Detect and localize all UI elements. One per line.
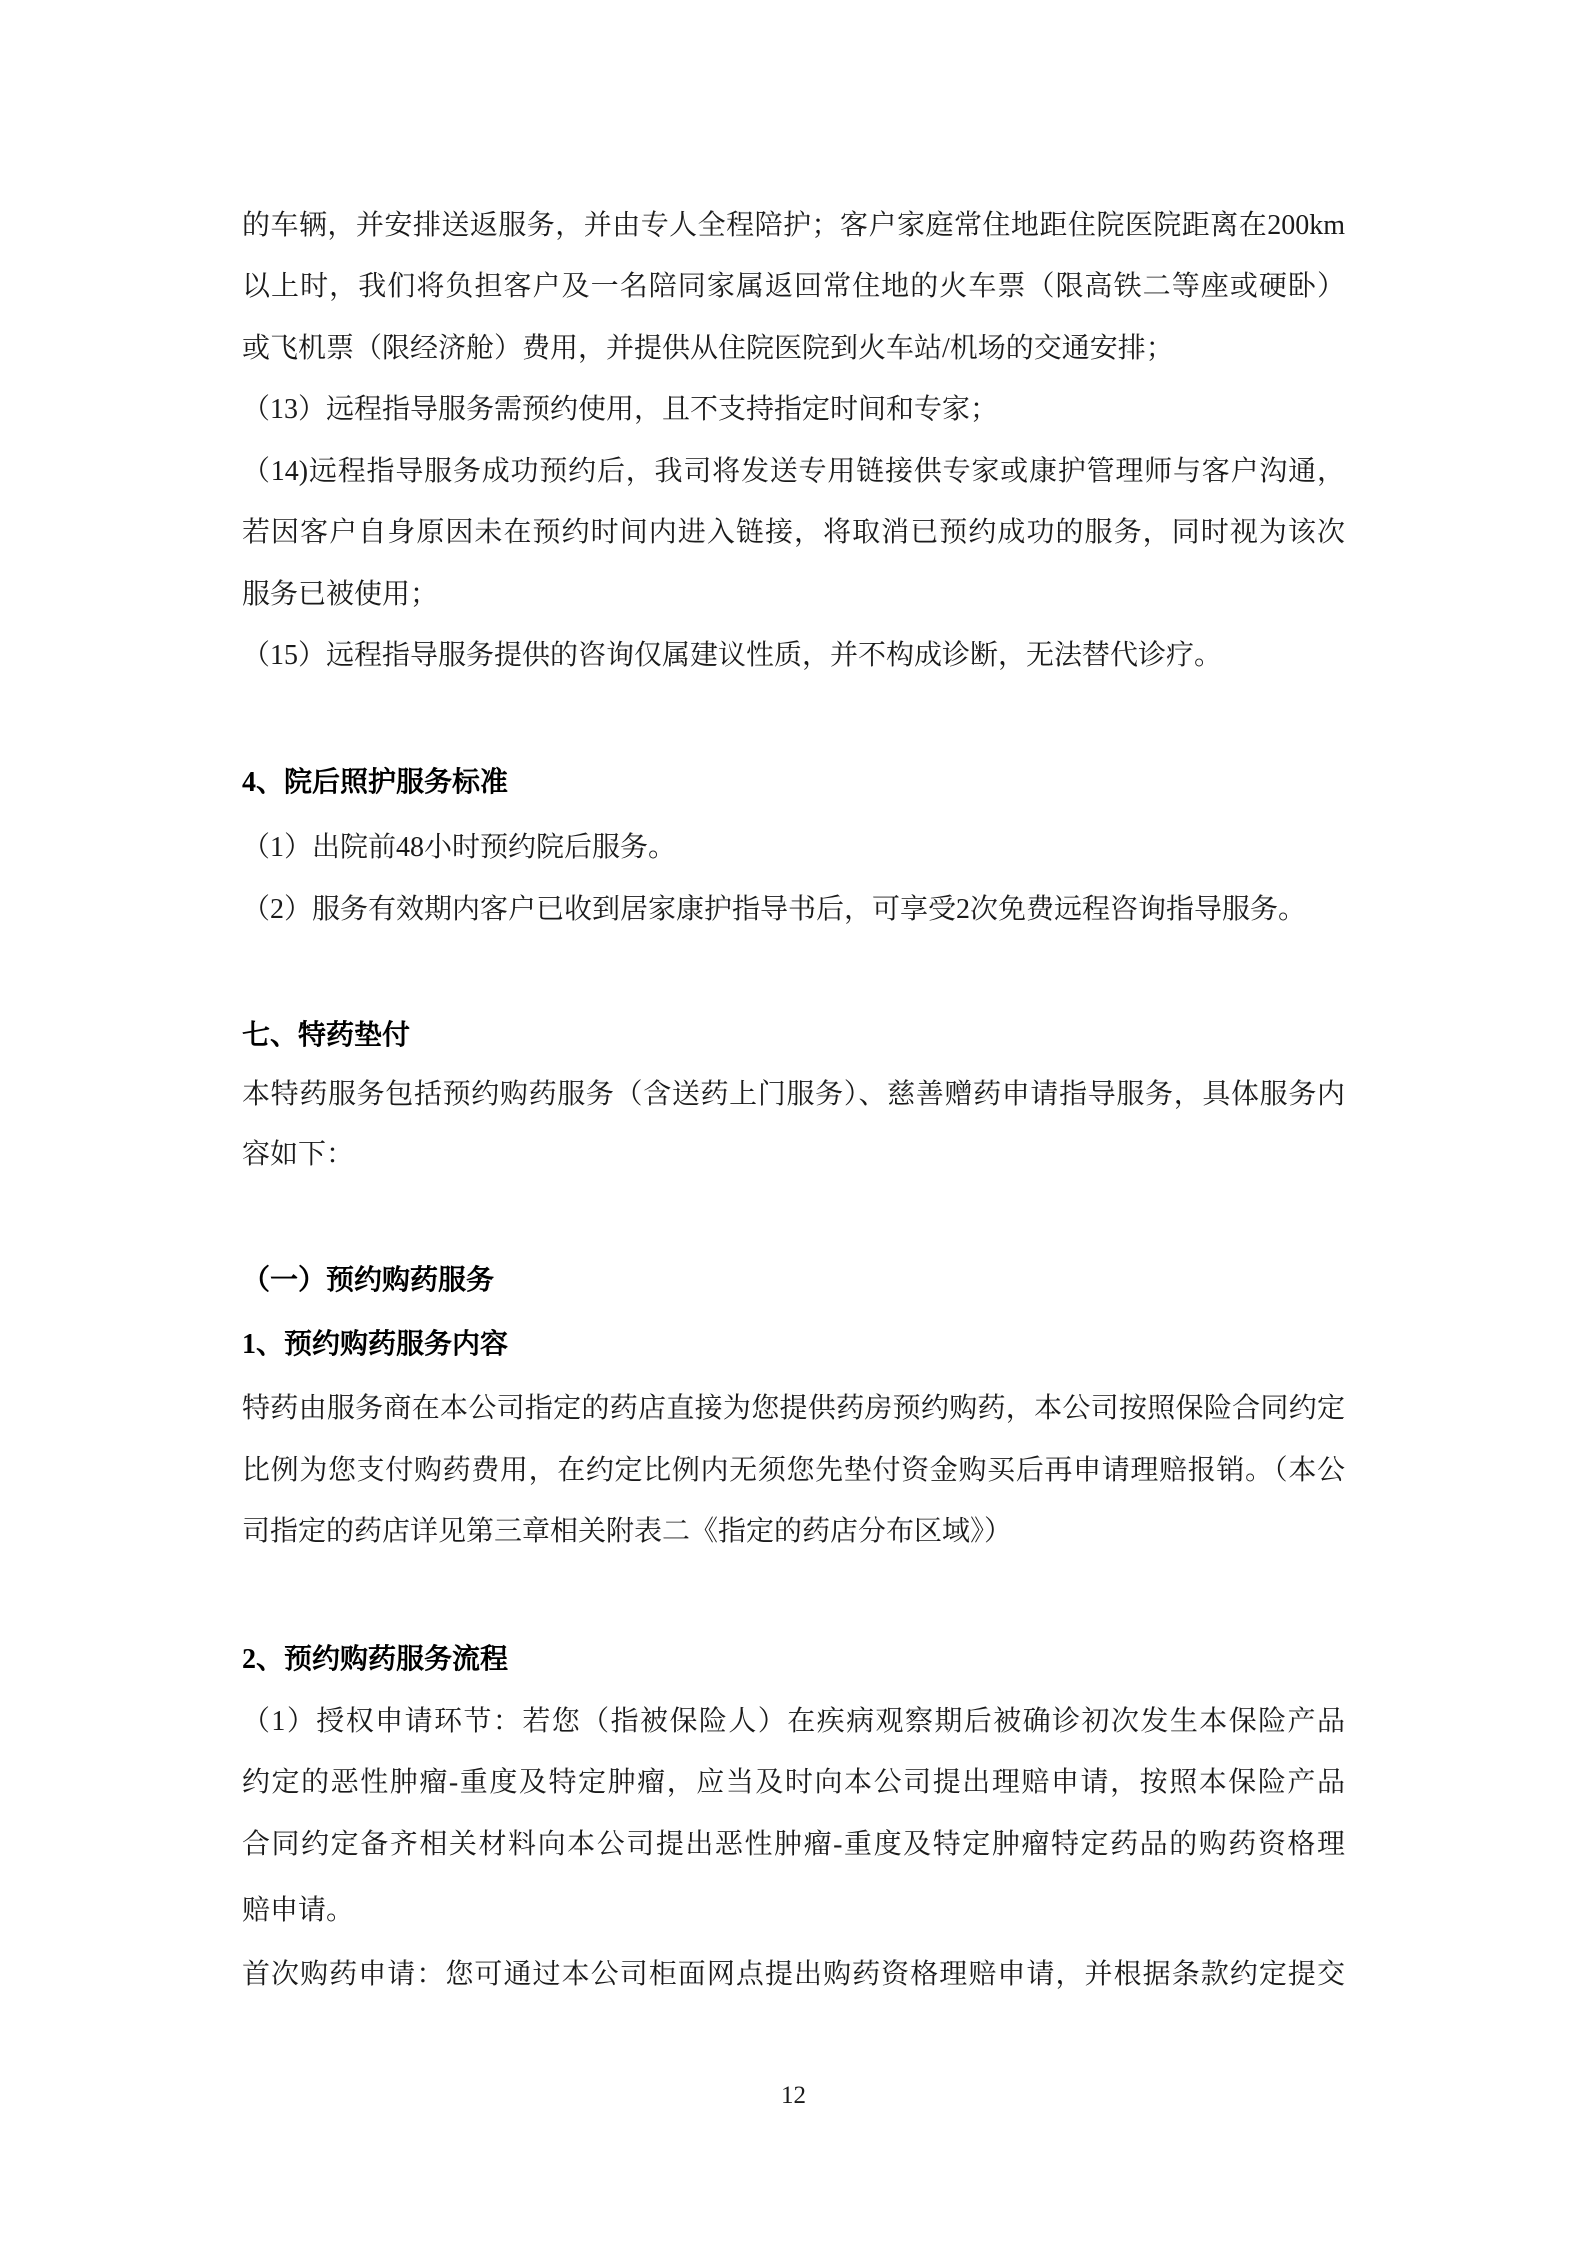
section-heading: 七、特药垫付: [242, 1020, 411, 1051]
body-text-line: 以上时，我们将负担客户及一名陪同家属返回常住地的火车票（限高铁二等座或硬卧）: [242, 271, 1345, 302]
page-number: 12: [781, 2082, 806, 2109]
body-text-line: 约定的恶性肿瘤-重度及特定肿瘤，应当及时向本公司提出理赔申请，按照本保险产品: [242, 1767, 1345, 1798]
body-text-line: （1）出院前48小时预约院后服务。: [242, 832, 677, 863]
body-text-line: 若因客户自身原因未在预约时间内进入链接，将取消已预约成功的服务，同时视为该次: [242, 517, 1345, 548]
section-heading: 2、预约购药服务流程: [242, 1644, 509, 1675]
body-text-line: （15）远程指导服务提供的咨询仅属建议性质，并不构成诊断，无法替代诊疗。: [242, 640, 1223, 671]
section-heading: 4、院后照护服务标准: [242, 767, 509, 798]
body-text-line: 合同约定备齐相关材料向本公司提出恶性肿瘤-重度及特定肿瘤特定药品的购药资格理: [242, 1829, 1345, 1860]
body-text-line: 司指定的药店详见第三章相关附表二《指定的药店分布区域》）: [242, 1516, 1013, 1547]
body-text-line: （13）远程指导服务需预约使用，且不支持指定时间和专家；: [242, 394, 999, 425]
body-text-line: 本特药服务包括预约购药服务（含送药上门服务）、慈善赠药申请指导服务，具体服务内: [242, 1079, 1345, 1110]
body-text-line: 赔申请。: [242, 1895, 355, 1926]
section-heading: （一）预约购药服务: [242, 1265, 495, 1296]
section-heading: 1、预约购药服务内容: [242, 1329, 509, 1360]
body-text-line: 特药由服务商在本公司指定的药店直接为您提供药房预约购药，本公司按照保险合同约定: [242, 1393, 1345, 1424]
body-text-line: 容如下：: [242, 1139, 355, 1170]
body-text-line: （2）服务有效期内客户已收到居家康护指导书后，可享受2次免费远程咨询指导服务。: [242, 894, 1307, 925]
body-text-line: （14)远程指导服务成功预约后，我司将发送专用链接供专家或康护管理师与客户沟通，: [242, 456, 1345, 487]
body-text-line: 或飞机票（限经济舱）费用，并提供从住院医院到火车站/机场的交通安排；: [242, 333, 1174, 364]
body-text-line: 的车辆，并安排送返服务，并由专人全程陪护；客户家庭常住地距住院医院距离在200km: [242, 210, 1345, 241]
body-text-line: （1）授权申请环节：若您（指被保险人）在疾病观察期后被确诊初次发生本保险产品: [242, 1706, 1345, 1737]
body-text-line: 服务已被使用；: [242, 579, 439, 610]
body-text-line: 首次购药申请：您可通过本公司柜面网点提出购药资格理赔申请，并根据条款约定提交: [242, 1959, 1345, 1990]
body-text-line: 比例为您支付购药费用，在约定比例内无须您先垫付资金购买后再申请理赔报销。（本公: [242, 1455, 1345, 1486]
